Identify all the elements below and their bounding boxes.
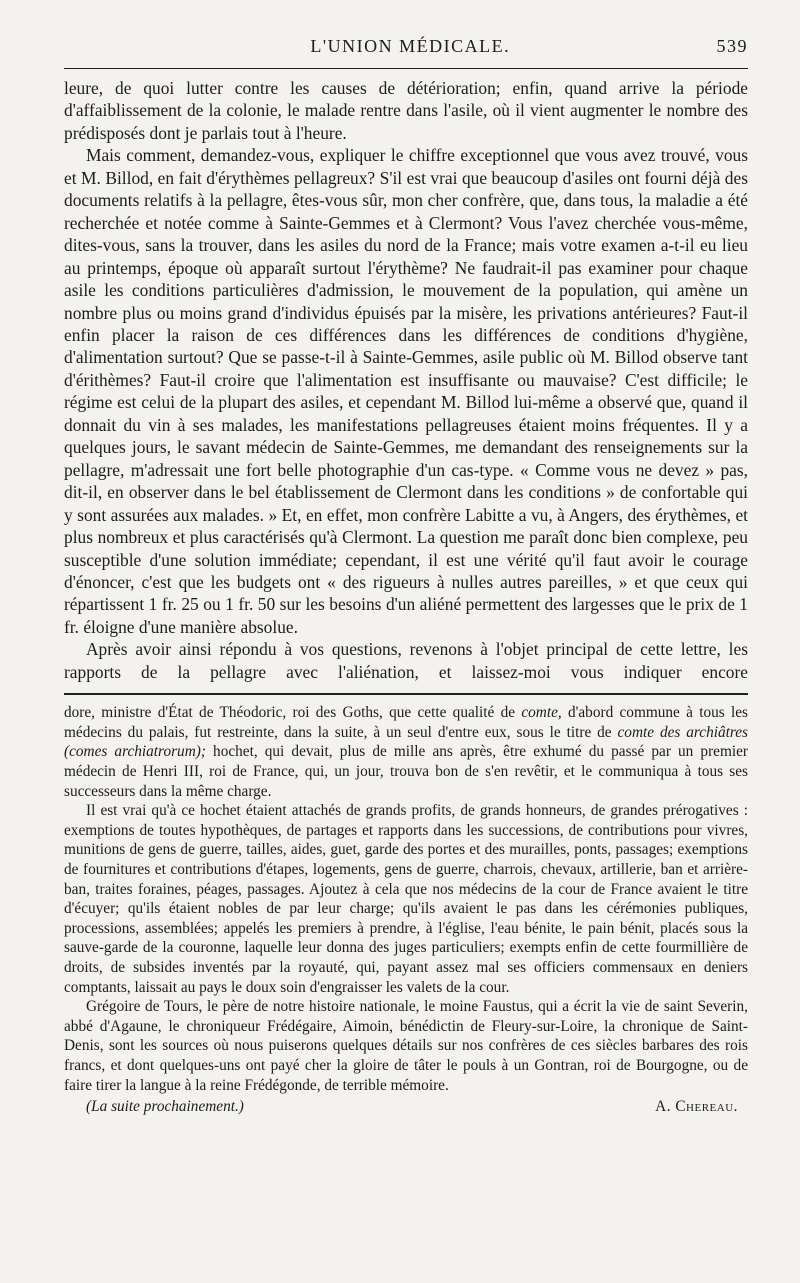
italic-text: comte,	[521, 704, 562, 722]
main-article	[64, 77, 748, 683]
paragraph-3: Après avoir ainsi répondu à vos questions, revenons à l'objet principal de cette lettre, les rapports de la pellagre avec l'aliénation, et laissez-moi vous indiquer encore	[64, 639, 748, 682]
signature-line	[64, 1097, 748, 1117]
italic-text: comte des archiâtres (comes archiatrorum);	[64, 723, 749, 761]
text-run: hochet, qui devait, plus de mille ans après, être exhumé du passé par un premier médecin de Henri III, roi de France, qui, un jour, trouva bon de s'en revêtir, et le communiqua à tous ses successeurs dans la même charge.	[64, 743, 749, 800]
page-header	[64, 36, 748, 62]
text-run: dore, ministre d'État de Théodoric, roi des Goths, que cette qualité de	[64, 704, 522, 722]
feuilleton-paragraph-3: Grégoire de Tours, le père de notre histoire nationale, le moine Faustus, qui a écrit la vie de saint Severin, abbé d'Agaune, le chroniqueur Frédégaire, Aimoin, bénédictin de Fleury-sur-Loire, la chronique de Saint-Denis, sont les sources où nous puiserons quelques détails sur nos confrères de ces siècles barbares des rois francs, et dont quelques-uns ont payé cher la gloire de tâter le pouls à un Gontran, roi de Bourgogne, ou de faire tirer la langue à la reine Frédégonde, de terrible mémoire.	[64, 998, 748, 1094]
feuilleton-paragraph-1	[64, 703, 748, 801]
feuilleton-separator	[64, 693, 748, 695]
continued-note: (La suite prochainement.)	[86, 1098, 244, 1116]
page-number: 539	[716, 36, 748, 56]
journal-title: L'UNION MÉDICALE.	[310, 36, 511, 56]
text-run: d'abord commune à tous les médecins du palais, fut restreinte, dans la suite, à un seul d'entre eux, sous le titre de	[64, 704, 748, 741]
header-rule	[64, 68, 748, 69]
feuilleton-paragraph-2: Il est vrai qu'à ce hochet étaient attachés de grands profits, de grands honneurs, de grandes prérogatives : exemptions de toutes hypothèques, de partages et rapports dans les successions, de contributions pour vivres, munitions de gens de guerre, tailles, aides, guet, garde des portes et des murailles, ponts, passages; exemptions de fournitures et contributions d'étapes, logements, gens de guerre, charrois, chevaux, artillerie, ban et arrière-ban, traites foraines, péages, passages. Ajoutez à cela que nos médecins de la cour de France avaient le titre d'écuyer; qu'ils étaient nobles de par leur charge; qu'ils avaient le pas dans les cérémonies publiques, processions, assemblées; appelés les premiers à prendre, à l'église, l'eau bénite, le pain bénit, placés sous la sauve-garde de la couronne, laquelle leur donna des juges particuliers; exempts enfin de cette fourmillière de droits, de subsides inventés par la royauté, qui, payant assez mal ses officiers commensaux en deniers comptants, laissait au pays le doux soin d'engraisser les valets de la cour.	[64, 802, 748, 996]
paragraph-2: Mais comment, demandez-vous, expliquer le chiffre exceptionnel que vous avez trouvé, vous et M. Billod, en fait d'érythèmes pellagreux? S'il est vrai que beaucoup d'asiles ont fourni déjà des documents relatifs à la pellagre, êtes-vous sûr, mon cher confrère, que, dans tous, la maladie a été recherchée et notée comme à Sainte-Gemmes et à Clermont? Vous l'avez cherchée vous-même, dites-vous, sans la trouver, dans les asiles du nord de la France; mais votre examen a-t-il eu lieu au printemps, époque où apparaît surtout l'érythème? Ne faudrait-il pas examiner pour chaque asile les conditions particulières d'admission, le mouvement de la population, qui amène un nombre plus ou moins grand d'individus épuisés par la misère, les privations antérieures? Faut-il enfin placer la raison de ces différences dans les différences de conditions d'hygiène, d'alimentation surtout? Que se passe-t-il à Sainte-Gemmes, asile public où M. Billod observe tant d'érithèmes? Faut-il croire que l'alimentation est insuffisante ou mauvaise? C'est difficile; le régime est celui de la plupart des asiles, et cependant M. Billod lui-même a observé que, quand il donnait du vin à ses malades, les manifestations pellagreuses étaient moins fréquentes. Il y a quelques jours, le savant médecin de Sainte-Gemmes, me demandant des renseignements sur la pellagre, m'adressait une fort belle photographie d'un cas-type. « Comme vous ne devez » pas, dit-il, en observer dans le bel établissement de Clermont dans les conditions » de confortable qui y sont assurées aux malades. » Et, en effet, mon confrère Labitte a vu, à Angers, des érythèmes, et plus nombreux et plus caractérisés qu'à Clermont. La question me paraît donc bien complexe, peu susceptible d'une solution immédiate; cependant, il est une vérité qu'il faut avoir le courage d'énoncer, c'est que les budgets ont « des rigueurs à nulles autres pareilles, » et que ceux qui répartissent 1 fr. 25 ou 1 fr. 50 sur les besoins d'un aliéné permettent des largesses que le prix de 1 fr. éloigne d'une manière absolue.	[64, 145, 748, 637]
feuilleton-article	[64, 703, 748, 1095]
paragraph-1: leure, de quoi lutter contre les causes de détérioration; enfin, quand arrive la période d'affaiblissement de la colonie, le malade rentre dans l'asile, où il vient augmenter le nombre des prédisposés dont je parlais tout à l'heure.	[64, 78, 748, 143]
author-name: A. Chereau.	[655, 1098, 738, 1116]
